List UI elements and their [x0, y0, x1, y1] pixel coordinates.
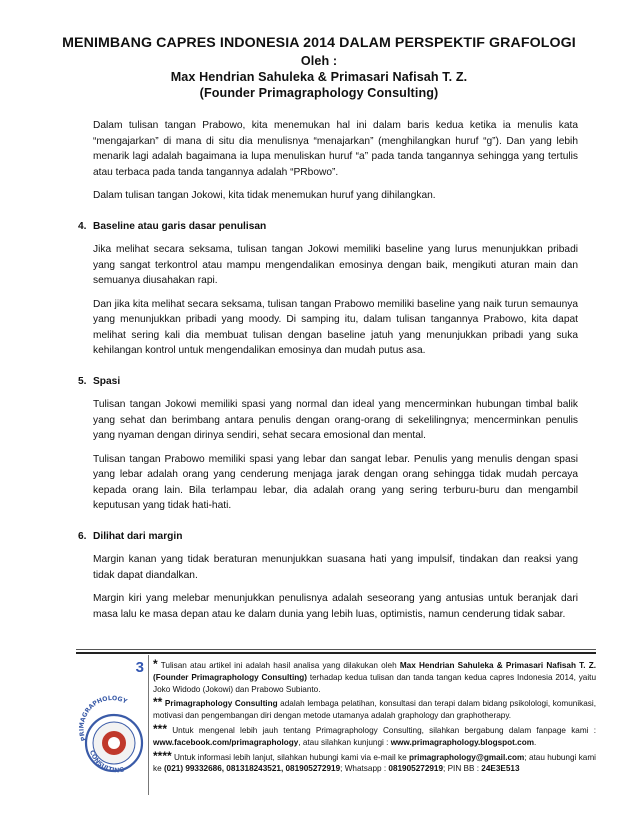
byline-label: Oleh :: [300, 54, 338, 68]
document-header: [0, 34, 638, 101]
footnote-3: *** Untuk mengenal lebih jauh tentang Primagraphology Consulting, silahkan bergabung dalam fanpage kami : www.facebook.com/primagraphology, atau silahkan kunjungi : www.primagraphology.blogspot.com.: [153, 721, 596, 747]
section-heading-4: [78, 219, 578, 235]
section-5-paragraph-2: Tulisan tangan Prabowo memiliki spasi yang lebar dan sangat lebar. Penulis yang menulis dengan spasi yang lebar adalah orang yang cenderung menjaga jarak dengan orang sehingga tidak mudah percaya kepada orang lain. Bila terlampau lebar, dia adalah orang yang sering terburu-buru dan mengambil keputusan yang tidak hati-hati.: [93, 453, 578, 511]
section-number: 6.: [78, 530, 87, 542]
section-title: Dilihat dari margin: [93, 530, 183, 542]
email-link[interactable]: primagraphology@gmail.com: [408, 752, 525, 762]
section-number: 5.: [78, 375, 87, 387]
section-4-paragraph-2: Dan jika kita melihat secara seksama, tulisan tangan Prabowo memiliki baseline yang naik turun semaunya yang menunjukkan pribadi yang moody. Di samping itu, dalam tulisan tangannya Prabowo, kita dapat melihat sering kali dia membuat tulisan dengan baseline jatuh yang menunjukkan pribadi yang suka kehilangan kontrol untuk mengendalikan emosinya dan mudah putus asa.: [93, 298, 578, 356]
footer-logo-area: [76, 655, 148, 795]
intro-paragraph-2: Dalam tulisan tangan Jokowi, kita tidak menemukan huruf yang dihilangkan.: [93, 190, 436, 201]
whatsapp-number: 081905272919: [388, 764, 444, 774]
phone-numbers: (021) 99332686, 081318243521, 081905272919: [163, 764, 341, 774]
logo-text-bottom: CONSULTING: [87, 749, 125, 775]
document-title: MENIMBANG CAPRES INDONESIA 2014 DALAM PERSPEKTIF GRAFOLOGI: [62, 35, 576, 51]
footer-notes: [153, 659, 596, 777]
section-heading-6: [78, 529, 578, 545]
authors: Max Hendrian Sahuleka & Primasari Nafisah T. Z.: [170, 70, 468, 84]
section-title: Baseline atau garis dasar penulisan: [93, 220, 267, 232]
section-number: 4.: [78, 220, 87, 232]
facebook-link[interactable]: www.facebook.com/primagraphology: [153, 737, 299, 747]
section-title: Spasi: [93, 375, 121, 387]
footnote-2: ** Primagraphology Consulting adalah lembaga pelatihan, konsultasi dan terapi dalam bidang psikolologi, komunikasi, motivasi dan pengembangan diri dengan metode utamanya adalah graphology dan graphotherapy.: [153, 695, 596, 721]
intro-paragraph-1: Dalam tulisan tangan Prabowo, kita menemukan hal ini dalam baris kedua ketika ia menulis kata “mengajarkan” di mana di situ dia menulisnya “menajarkan” (menghilangkan huruf “g”). Dan yang lebih menarik lagi adalah bagaimana ia lupa menuliskan huruf “a” pada tanda tangannya sehingga yang tertulis atau terbaca pada tanda tangannya adalah “PRbowo”.: [93, 120, 578, 178]
section-4-paragraph-1: Jika melihat secara seksama, tulisan tangan Jokowi memiliki baseline yang lurus menunjukkan pribadi yang sangat terkontrol atau mampu mengendalikan emosinya dengan baik, mengikuti aturan main dan semuanya diusahakan rapi.: [93, 244, 578, 286]
footnote-1: * Tulisan atau artikel ini adalah hasil analisa yang dilakukan oleh Max Hendrian Sahuleka & Primasari Nafisah T. Z. (Founder Primagraphology Consulting) terhadap kedua tulisan dan tanda tangan kedua capres Indonesia 2014, yaitu Joko Widodo (Jokowi) dan Prabowo Subianto.: [153, 657, 597, 694]
pin-bb: 24E3E513: [481, 764, 520, 774]
footer-vertical-divider: [148, 655, 149, 795]
page-number: 3: [135, 659, 144, 676]
document-body: [78, 118, 578, 630]
footer-divider-thin: [76, 649, 596, 650]
footnote-4: **** Untuk informasi lebih lanjut, silahkan hubungi kami via e-mail ke primagraphology@gmail.com; atau hubungi kami ke (021) 99332686, 081318243521, 081905272919; Whatsapp : 081905272919; PIN BB : 24E3E513: [153, 748, 596, 774]
section-6-paragraph-2: Margin kiri yang melebar menunjukkan penulisnya adalah seseorang yang antusias untuk beranjak dari masa lalu ke masa depan atau ke dalam dunia yang lebih luas, optimistis, namun cenderung tidak sabar.: [93, 593, 578, 620]
section-heading-5: [78, 374, 578, 390]
blog-link[interactable]: www.primagraphology.blogspot.com: [390, 737, 534, 747]
affiliation: (Founder Primagraphology Consulting): [199, 86, 439, 100]
logo-text-top: PRIMAGRAPHOLOGY: [78, 694, 129, 742]
section-5-paragraph-1: Tulisan tangan Jokowi memiliki spasi yang normal dan ideal yang mencerminkan hubungan timbal balik yang sehat dan berimbang antara penulis dengan orang-orang di sekelilingnya; mencerminkan penulis yang nyaman dengan dirinya sendiri, sehat secara emosional dan mental.: [93, 399, 578, 441]
section-6-paragraph-1: Margin kanan yang tidak beraturan menunjukkan suasana hati yang impulsif, tindakan dan reaksi yang tidak dapat diandalkan.: [93, 554, 578, 581]
footer-divider-thick: [76, 652, 596, 654]
primagraphology-logo: [76, 655, 148, 795]
